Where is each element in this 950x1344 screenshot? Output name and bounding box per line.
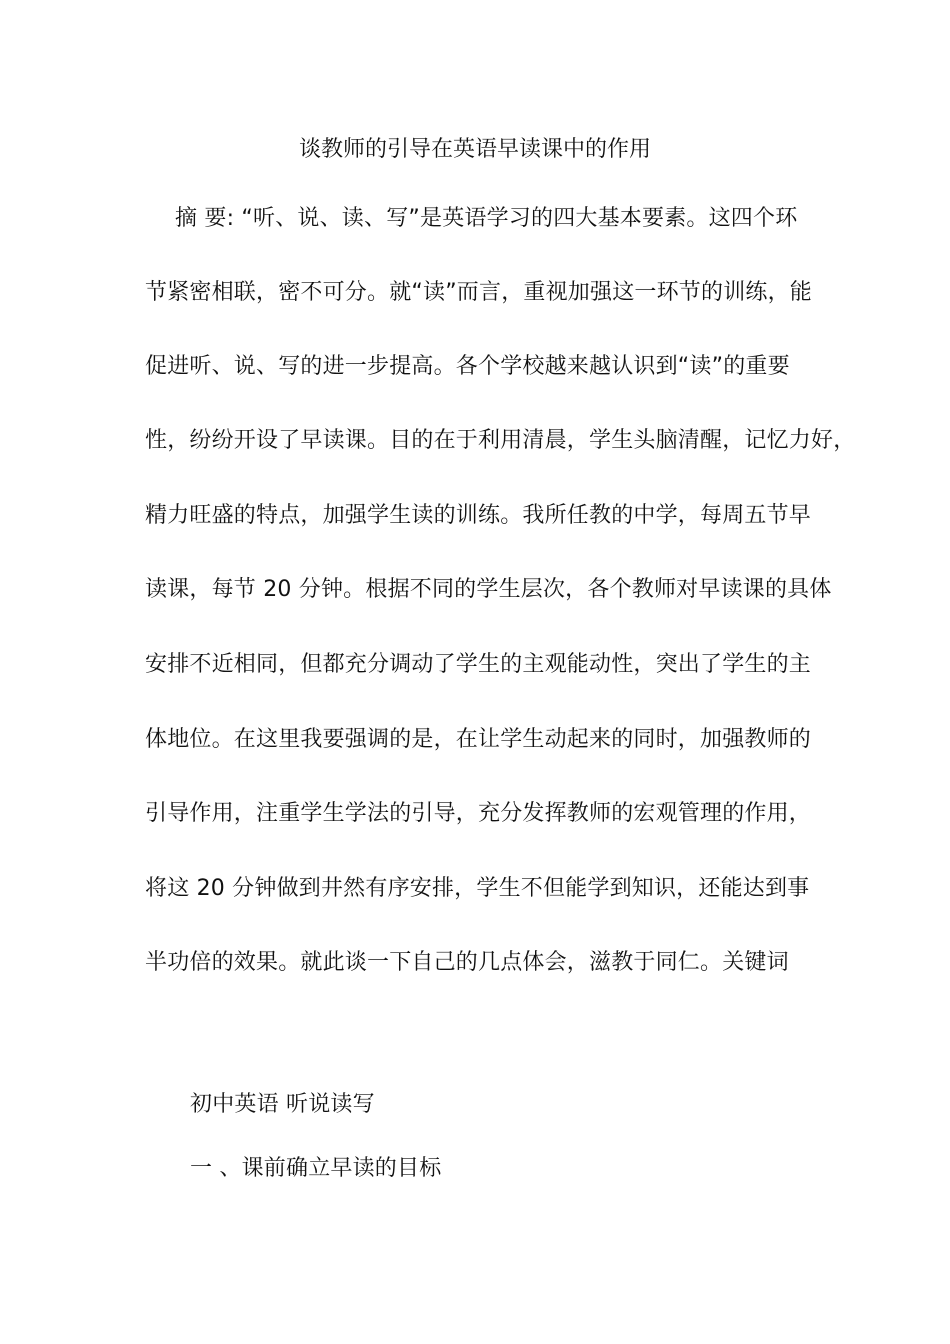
abstract-line: 半功倍的效果。就此谈一下自己的几点体会，滋教于同仁。关键词 xyxy=(145,950,789,975)
abstract-line: 促进听、说、写的进一步提高。各个学校越来越认识到“读”的重要 xyxy=(145,354,790,379)
section-heading: 一 、课前确立早读的目标 xyxy=(190,1156,442,1181)
document-title: 谈教师的引导在英语早读课中的作用 xyxy=(298,137,651,162)
abstract-line: 精力旺盛的特点，加强学生读的训练。我所任教的中学，每周五节早 xyxy=(145,503,812,528)
abstract-line: 安排不近相同，但都充分调动了学生的主观能动性，突出了学生的主 xyxy=(145,652,812,677)
abstract-line: 节紧密相联，密不可分。就“读”而言，重视加强这一环节的训练，能 xyxy=(145,280,812,305)
keywords-line: 初中英语 听说读写 xyxy=(190,1092,375,1117)
abstract-line: 性，纷纷开设了早读课。目的在于利用清晨，学生头脑清醒，记忆力好， xyxy=(145,428,856,453)
abstract-line: 摘 要: “听、说、读、写”是英语学习的四大基本要素。这四个环 xyxy=(175,206,798,231)
abstract-line: 体地位。在这里我要强调的是，在让学生动起来的同时，加强教师的 xyxy=(145,727,812,752)
abstract-line: 引导作用，注重学生学法的引导，充分发挥教师的宏观管理的作用， xyxy=(145,801,812,826)
abstract-line: 将这 20 分钟做到井然有序安排，学生不但能学到知识，还能达到事 xyxy=(145,876,810,901)
abstract-line: 读课，每节 20 分钟。根据不同的学生层次，各个教师对早读课的具体 xyxy=(145,577,832,602)
